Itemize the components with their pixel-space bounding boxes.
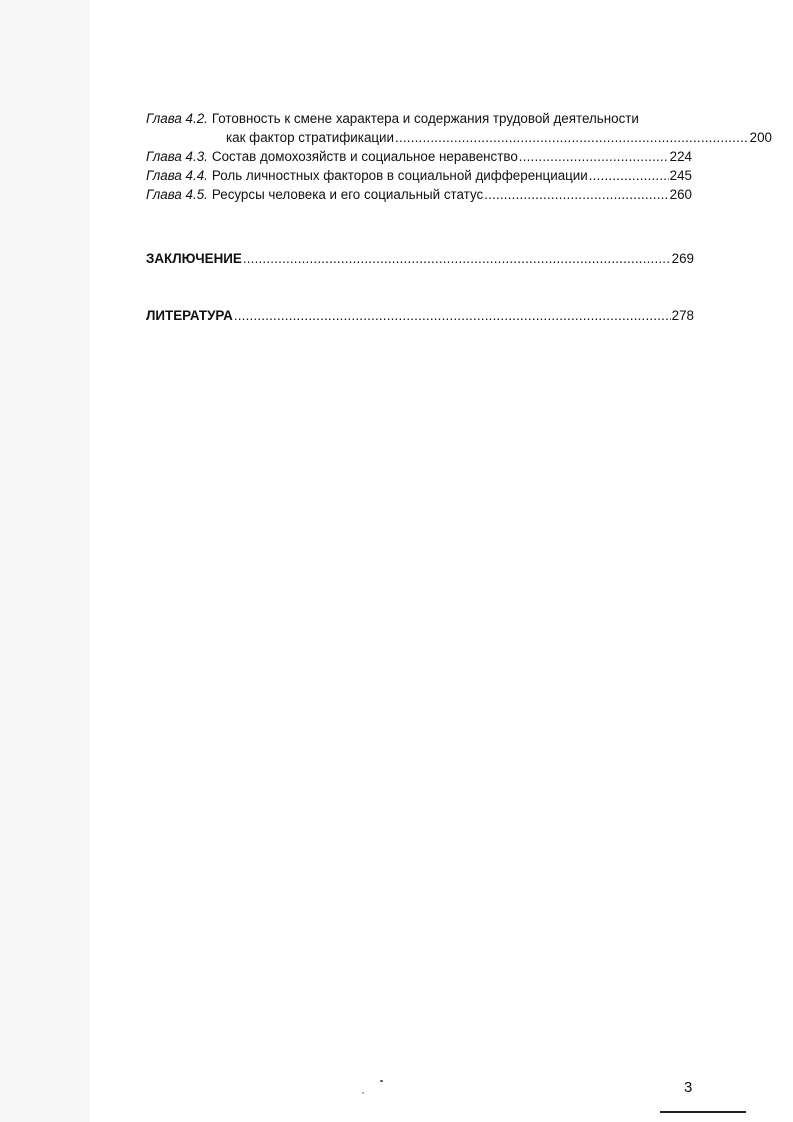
toc-literature (146, 306, 694, 325)
chapter-title-continued: как фактор стратификации (226, 130, 395, 145)
toc-entry-4-2-line1[interactable] (146, 109, 698, 128)
toc-entry-literature[interactable] (146, 306, 694, 325)
dot-leader (234, 306, 671, 325)
chapter-title: Ресурсы человека и его социальный статус (211, 187, 484, 202)
dot-leader (484, 185, 668, 204)
chapter-label: Глава 4.4. (146, 168, 208, 183)
toc-entry-4-3[interactable] (146, 147, 692, 166)
page-number: 3 (684, 1079, 693, 1096)
chapter-title: Роль личностных факторов в социальной дифференциации (211, 168, 588, 183)
toc-conclusion (146, 249, 694, 268)
scan-margin-shade (0, 0, 90, 1122)
chapter-label: Глава 4.3. (146, 149, 208, 164)
scan-speck (380, 1080, 383, 1082)
section-title: ЛИТЕРАТУРА (146, 308, 233, 323)
dot-leader (589, 166, 669, 185)
toc-entry-4-5[interactable] (146, 185, 692, 204)
chapter-label: Глава 4.5. (146, 187, 208, 202)
page-ref: 224 (669, 149, 692, 164)
dot-leader (243, 249, 671, 268)
page-ref: 269 (671, 251, 694, 266)
chapter-title: Состав домохозяйств и социальное неравенство (211, 149, 518, 164)
dot-leader (519, 147, 669, 166)
dot-leader (395, 128, 749, 147)
toc-entry-4-4[interactable] (146, 166, 692, 185)
chapter-title: Готовность к смене характера и содержания трудовой деятельности (211, 111, 639, 126)
table-of-contents (146, 109, 772, 204)
scan-speck (362, 1092, 364, 1094)
toc-entry-4-2-line2[interactable] (146, 128, 772, 147)
page-ref: 245 (669, 168, 692, 183)
section-title: ЗАКЛЮЧЕНИЕ (146, 251, 242, 266)
page-ref: 200 (749, 130, 772, 145)
footer-rule (660, 1111, 746, 1113)
chapter-label: Глава 4.2. (146, 111, 208, 126)
page-ref: 260 (669, 187, 692, 202)
page-ref: 278 (671, 308, 694, 323)
toc-entry-conclusion[interactable] (146, 249, 694, 268)
